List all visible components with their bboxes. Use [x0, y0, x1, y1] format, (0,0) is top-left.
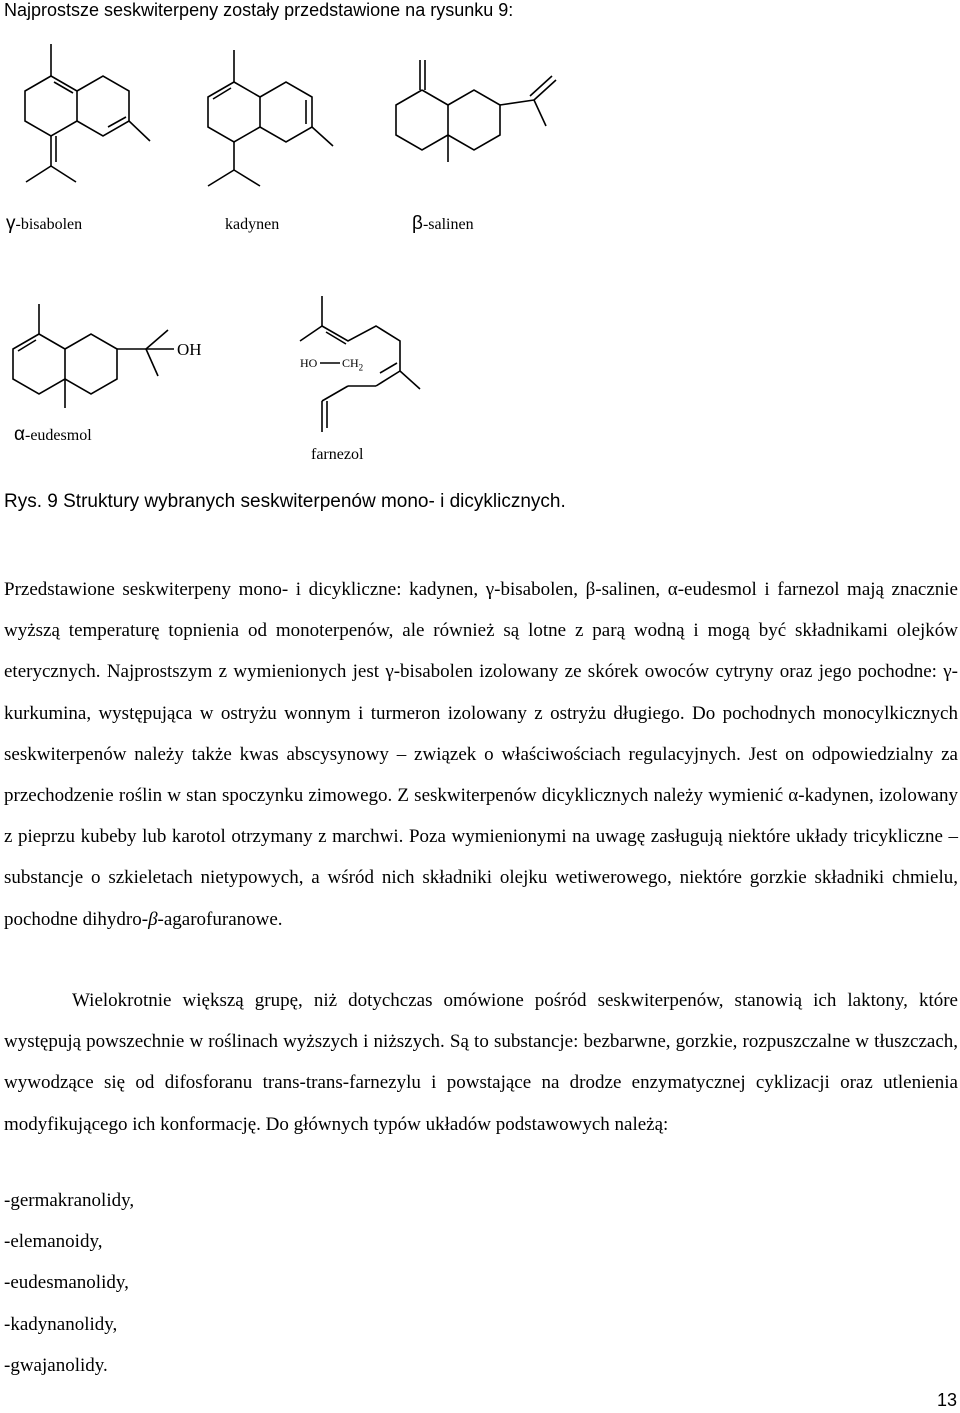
label-farnezol: farnezol	[311, 446, 364, 463]
paragraph-1: Przedstawione seskwiterpeny mono- i dicykliczne: kadynen, γ-bisabolen, β-salinen, α-eudesmol i farnezol mają znacznie wyższą temperaturę topnienia od monoterpenów, ale również są lotne z parą wodną i mogą być składnikami olejków eterycznych. Najprostszym z wymienionych jest γ-bisabolen izolowany ze skórek owoców cytryny oraz jego pochodne: γ-kurkumina, występująca w ostryżu wonnym i turmeron izolowany z ostryżu długiego. Do pochodnych monocylkicznych seskwiterpenów należy także kwas abscysynowy – związek o właściwościach regulacyjnych. Jest on odpowiedzialny za przechodzenie roślin w stan spoczynku zimowego. Z seskwiterpenów dicyklicznych należy wymienić α-kadynen, izolowany z pieprzu kubeby lub karotol otrzymany z marchwi. Poza wymienionymi na uwagę zasługują niektóre układy tricykliczne – substancje o szkieletach nietypowych, a wśród nich składniki olejku wetiwerowego, niektóre gorzkie składniki chmielu, pochodne dihydro-β-agarofuranowe.	[4, 579, 958, 930]
intro-text: Najprostsze seskwiterpeny zostały przedstawione na rysunku 9:	[4, 0, 514, 20]
alpha-eudesmol-structure	[13, 304, 174, 408]
gamma-bisabolen-structure	[25, 44, 150, 182]
list-item: -elemanoidy,	[4, 1231, 103, 1253]
kadynen-structure	[208, 50, 333, 186]
label-alpha-eudesmol: α-eudesmol	[14, 424, 92, 445]
lactone-types-list	[4, 1180, 134, 1386]
list-item: -eudesmanolidy,	[4, 1272, 129, 1294]
list-item: -germakranolidy,	[4, 1190, 135, 1211]
structures-figure	[0, 0, 960, 480]
label-kadynen: kadynen	[225, 216, 280, 233]
label-ch2: $CH_2$	[342, 356, 364, 373]
page-number: 13	[937, 1390, 958, 1410]
list-item: -kadynanolidy,	[4, 1313, 118, 1335]
label-beta-salinen: β-salinen	[412, 213, 474, 234]
beta-salinen-structure	[396, 60, 556, 162]
figure-caption: Rys. 9 Struktury wybranych seskwiterpenów mono- i dicyklicznych.	[4, 491, 566, 512]
list-item: -gwajanolidy.	[4, 1354, 108, 1376]
label-ho: HO	[300, 356, 318, 370]
label-gamma-bisabolen: γ-bisabolen	[6, 213, 83, 234]
paragraph-2: Wielokrotnie większą grupę, niż dotychczas omówione pośród seskwiterpenów, stanowią ich laktony, które występują powszechnie w roślinach wyższych i niższych. Są to substancje: bezbarwne, gorzkie, rozpuszczalne w tłuszczach, wywodzące się od difosforanu trans-trans-farnezylu i powstające na drodze enzymatycznej cyklizacji oraz utlenienia modyfikującego ich konformację. Do głównych typów układów podstawowych należą:	[4, 990, 958, 1135]
label-oh: OH	[177, 340, 202, 359]
